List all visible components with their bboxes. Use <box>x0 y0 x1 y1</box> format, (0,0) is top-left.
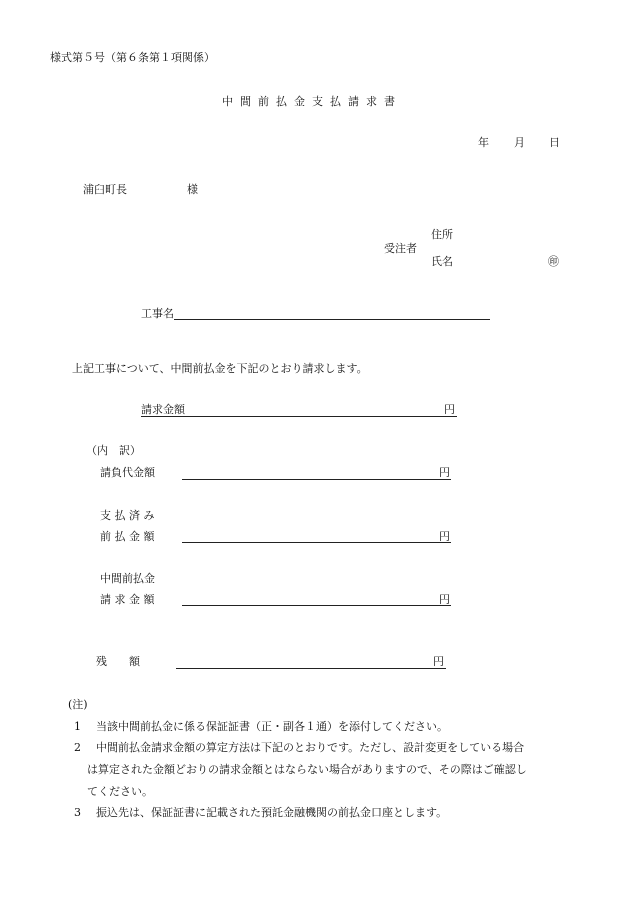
paid-advance-line <box>182 542 451 543</box>
contractor-label: 受注者 <box>384 242 417 255</box>
balance-line <box>176 668 446 669</box>
contract-amount-label: 請負代金額 <box>100 466 155 479</box>
contract-amount-unit: 円 <box>439 466 450 479</box>
note-item-2-line-3: てください。 <box>87 785 153 798</box>
contractor-address-label: 住所 <box>431 228 453 241</box>
contractor-name-label: 氏名 <box>431 255 453 268</box>
note-text: 中間前払金請求金額の算定方法は下記のとおりです。ただし、設計変更をしている場合 <box>96 741 525 754</box>
balance-label: 残 額 <box>96 655 140 668</box>
addressee-honorific: 様 <box>187 183 198 196</box>
notes-heading: (注) <box>68 698 88 711</box>
note-item-1 <box>74 721 448 732</box>
addressee-name: 浦臼町長 <box>83 183 127 196</box>
note-item-2 <box>74 742 524 753</box>
date-month: 月 <box>514 136 525 149</box>
note-item-3 <box>74 807 447 818</box>
project-name-line <box>174 319 490 320</box>
balance-unit: 円 <box>433 655 444 668</box>
note-number: 1 <box>74 720 81 733</box>
note-item-2-line-2: は算定された金額どおりの請求金額とはならない場合がありますので、その際はご確認し <box>87 763 527 776</box>
paid-advance-label-line2: 前 払 金 額 <box>100 530 155 543</box>
mid-advance-label-line2: 請 求 金 額 <box>100 593 155 606</box>
paid-advance-label-line1: 支 払 済 み <box>100 509 155 522</box>
request-statement: 上記工事について、中間前払金を下記のとおり請求します。 <box>72 362 368 375</box>
document-title: 中間前払金支払請求書 <box>222 95 402 108</box>
form-number: 様式第５号（第６条第１項関係） <box>50 51 215 64</box>
contract-amount-line <box>182 479 451 480</box>
date-year: 年 <box>478 136 489 149</box>
note-number: 2 <box>74 741 81 754</box>
project-label: 工事名 <box>141 307 174 320</box>
breakdown-heading: （内 訳） <box>86 444 141 457</box>
date-day: 日 <box>549 136 560 149</box>
paid-advance-unit: 円 <box>439 530 450 543</box>
request-amount-unit: 円 <box>444 403 455 416</box>
mid-advance-unit: 円 <box>439 593 450 606</box>
note-number: 3 <box>74 806 81 819</box>
seal-mark: ㊞ <box>548 255 559 268</box>
mid-advance-line <box>182 605 451 606</box>
request-amount-line <box>141 416 457 417</box>
note-text: 振込先は、保証証書に記載された預託金融機関の前払金口座とします。 <box>96 806 448 819</box>
request-amount-label: 請求金額 <box>141 403 185 416</box>
note-text: 当該中間前払金に係る保証証書（正・副各１通）を添付してください。 <box>96 720 448 733</box>
mid-advance-label-line1: 中間前払金 <box>100 572 155 585</box>
